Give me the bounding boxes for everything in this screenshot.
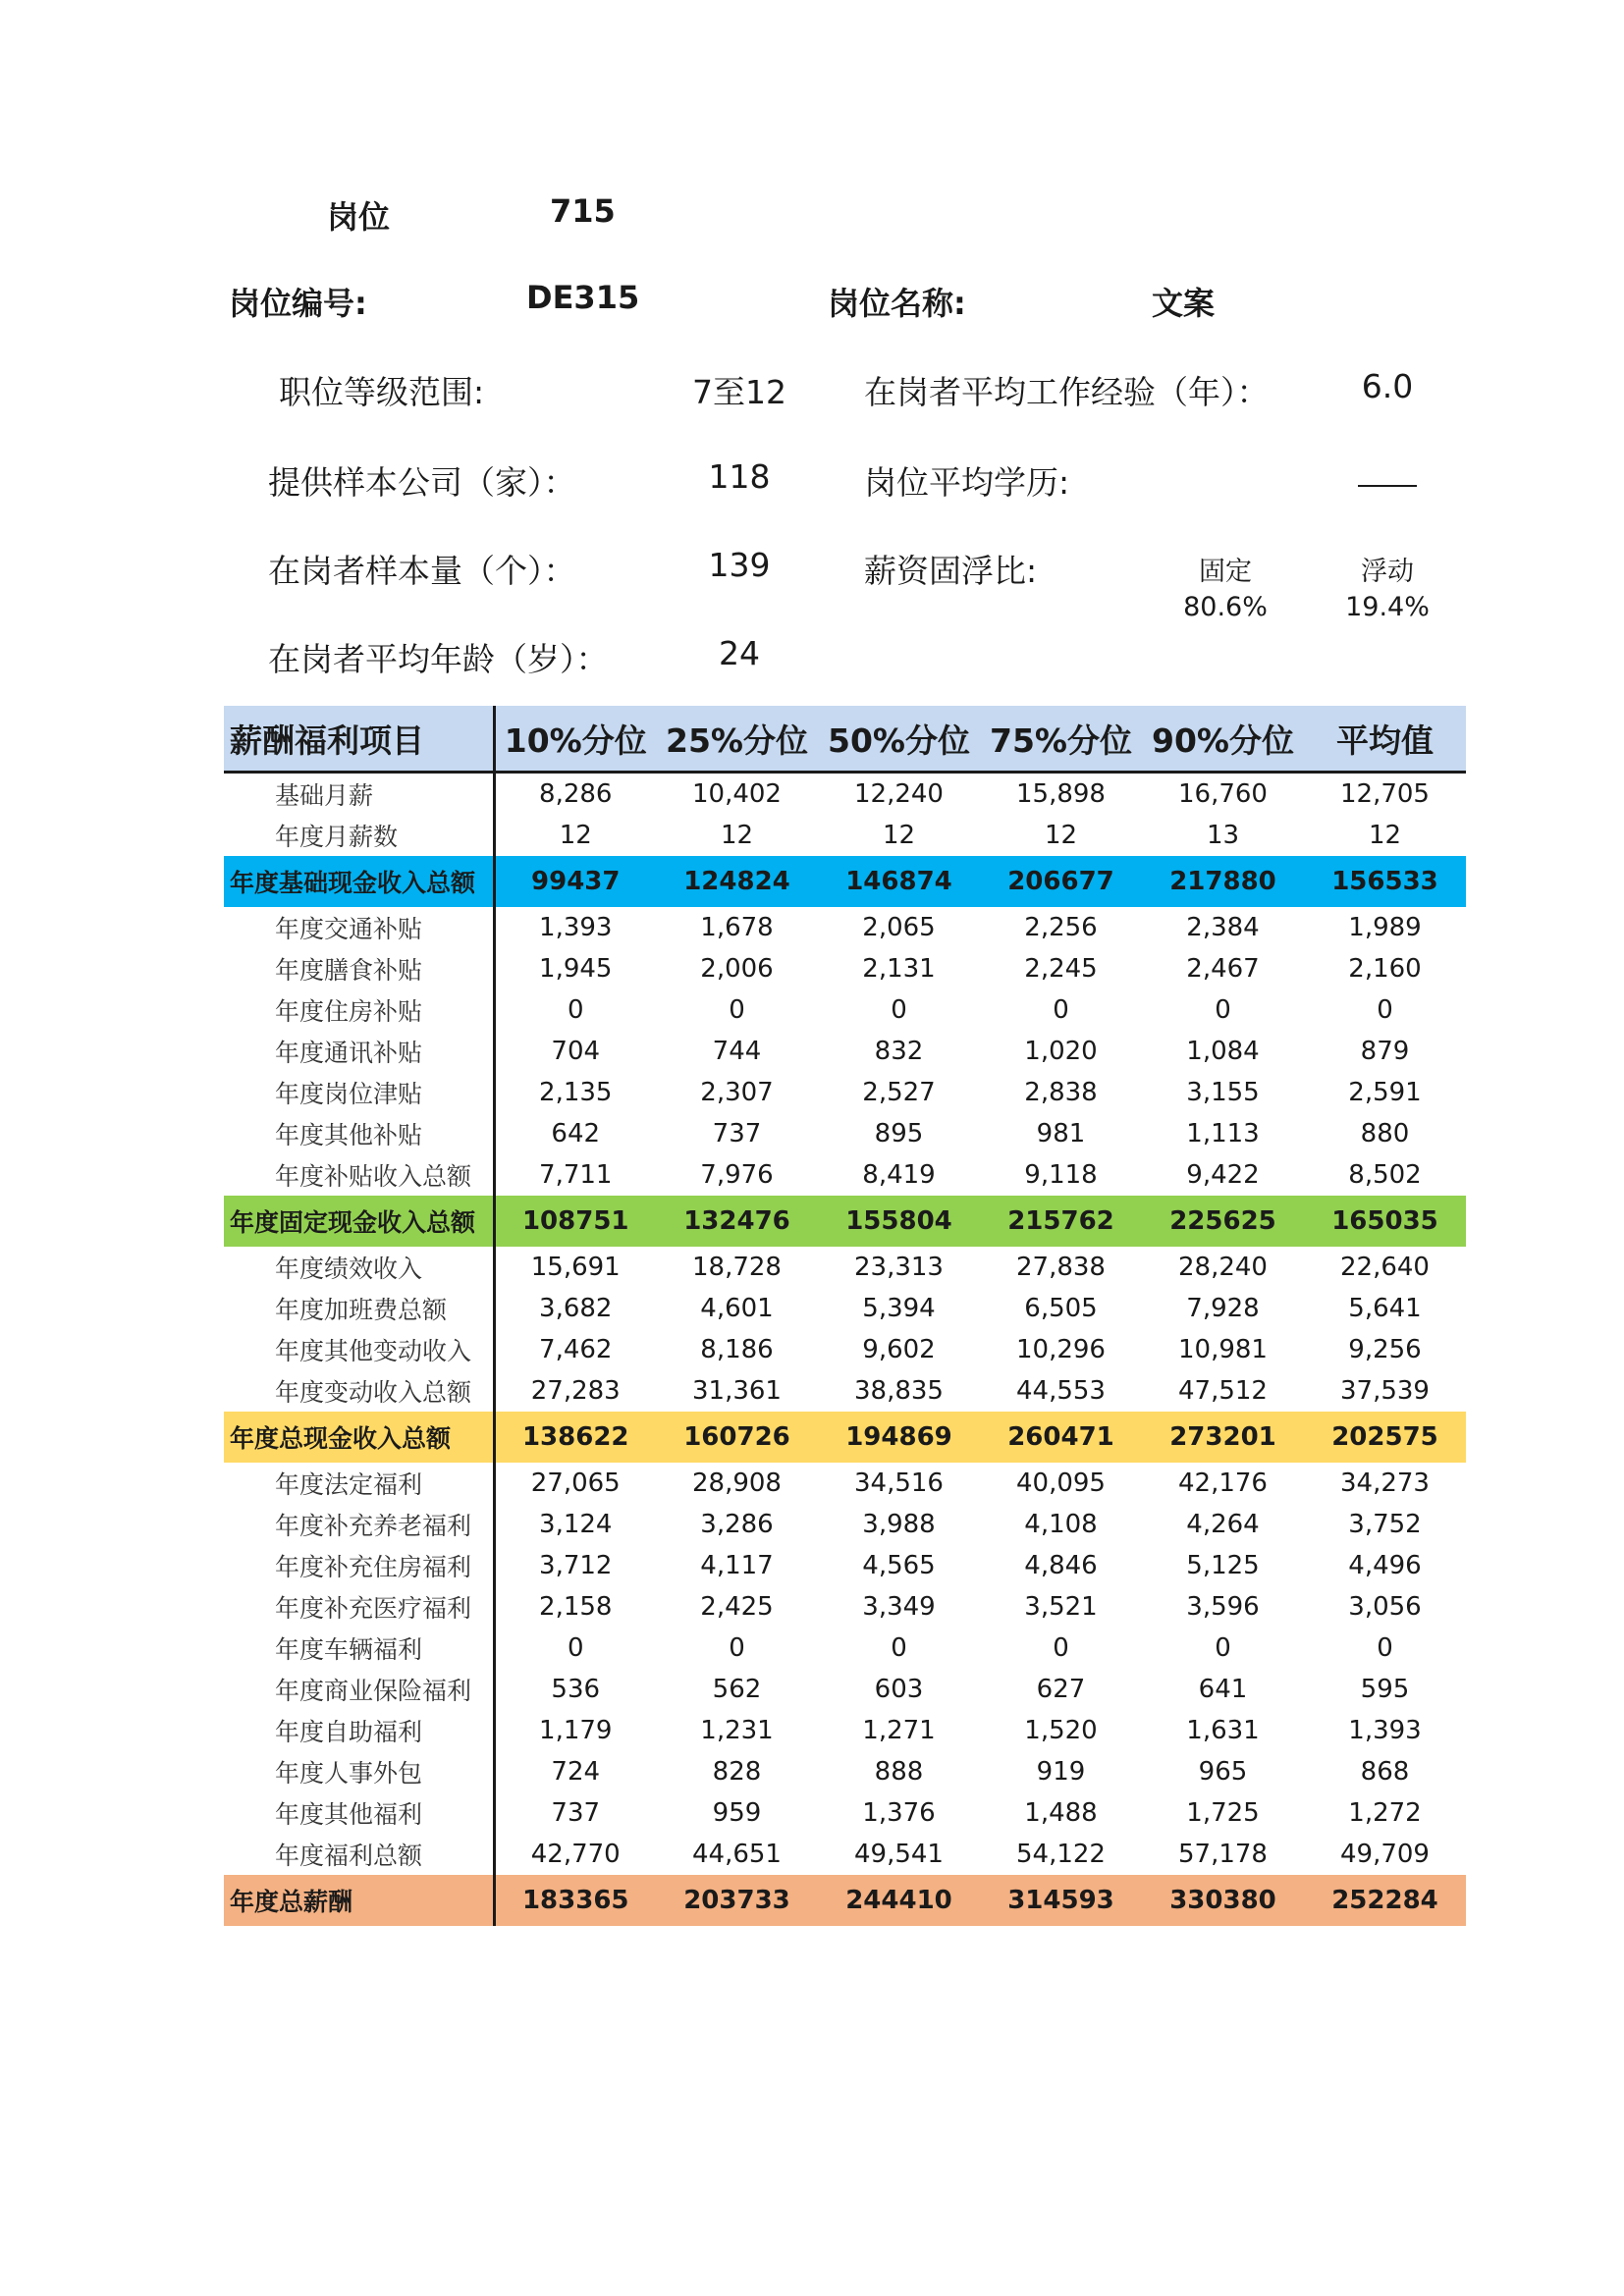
cell-value: 828 bbox=[712, 1757, 762, 1787]
cell-value: 15,691 bbox=[530, 1253, 621, 1282]
cell-value: 704 bbox=[551, 1037, 601, 1066]
average-age-label: 在岗者平均年龄（岁）： bbox=[268, 640, 609, 678]
row-label: 年度其他补贴 bbox=[224, 1113, 494, 1154]
column-header-p90: 90%分位 bbox=[1142, 706, 1304, 773]
cell-value: 2,135 bbox=[539, 1078, 613, 1107]
average-age-value: 24 bbox=[719, 634, 760, 672]
table-body bbox=[224, 773, 1466, 1927]
cell-value: 12 bbox=[882, 821, 916, 850]
sample-companies-value: 118 bbox=[708, 457, 771, 496]
cell-value: 49,709 bbox=[1340, 1840, 1430, 1869]
cell-value: 1,393 bbox=[539, 913, 613, 942]
row-label: 年度膳食补贴 bbox=[224, 948, 494, 989]
education-dash bbox=[1358, 475, 1417, 494]
cell-value: 12 bbox=[1368, 821, 1402, 850]
cell-value: 2,384 bbox=[1186, 913, 1260, 942]
cell-value: 15,898 bbox=[1016, 779, 1106, 809]
cell-value: 0 bbox=[891, 995, 907, 1025]
experience-label: 在岗者平均工作经验（年）： bbox=[864, 373, 1270, 411]
row-label: 年度住房补贴 bbox=[224, 989, 494, 1031]
cell-value: 2,307 bbox=[700, 1078, 774, 1107]
cell-value: 4,496 bbox=[1348, 1551, 1422, 1580]
position-code-value: DE315 bbox=[526, 279, 640, 316]
cell-value: 2,160 bbox=[1348, 954, 1422, 984]
fixed-label: 固定 bbox=[1199, 557, 1252, 587]
cell-value: 13 bbox=[1206, 821, 1240, 850]
cell-value: 4,601 bbox=[700, 1294, 774, 1323]
cell-value: 22,640 bbox=[1340, 1253, 1430, 1282]
cell-value: 4,117 bbox=[700, 1551, 774, 1580]
cell-value: 2,425 bbox=[700, 1592, 774, 1622]
cell-value: 895 bbox=[874, 1119, 924, 1148]
cell-value: 603 bbox=[874, 1675, 924, 1704]
cell-value: 2,006 bbox=[700, 954, 774, 984]
row-label: 年度自助福利 bbox=[224, 1710, 494, 1751]
cell-value: 183365 bbox=[521, 1886, 629, 1915]
float-value: 19.4% bbox=[1345, 592, 1430, 622]
experience-value: 6.0 bbox=[1361, 367, 1414, 405]
grade-range-label: 职位等级范围: bbox=[279, 373, 485, 411]
float-label: 浮动 bbox=[1361, 557, 1414, 587]
cell-value: 2,527 bbox=[862, 1078, 936, 1107]
cell-value: 54,122 bbox=[1016, 1840, 1106, 1869]
cell-value: 965 bbox=[1198, 1757, 1248, 1787]
cell-value: 0 bbox=[729, 995, 745, 1025]
cell-value: 3,521 bbox=[1024, 1592, 1098, 1622]
cell-value: 9,256 bbox=[1348, 1335, 1422, 1364]
cell-value: 3,682 bbox=[539, 1294, 613, 1323]
cell-value: 155804 bbox=[845, 1206, 952, 1236]
cell-value: 108751 bbox=[521, 1206, 629, 1236]
row-label: 基础月薪 bbox=[224, 773, 494, 816]
cell-value: 42,176 bbox=[1178, 1468, 1268, 1498]
cell-value: 3,124 bbox=[539, 1510, 613, 1539]
cell-value: 0 bbox=[1377, 995, 1393, 1025]
row-label: 年度基础现金收入总额 bbox=[224, 856, 494, 907]
table-row bbox=[224, 815, 1466, 856]
cell-value: 44,651 bbox=[692, 1840, 782, 1869]
cell-value: 0 bbox=[567, 995, 584, 1025]
cell-value: 3,988 bbox=[862, 1510, 936, 1539]
cell-value: 3,752 bbox=[1348, 1510, 1422, 1539]
cell-value: 744 bbox=[712, 1037, 762, 1066]
table-row bbox=[224, 1113, 1466, 1154]
cell-value: 34,516 bbox=[854, 1468, 944, 1498]
cell-value: 16,760 bbox=[1178, 779, 1268, 809]
table-row bbox=[224, 1072, 1466, 1113]
cell-value: 42,770 bbox=[530, 1840, 621, 1869]
cell-value: 10,981 bbox=[1178, 1335, 1268, 1364]
table-row bbox=[224, 907, 1466, 948]
row-label: 年度其他福利 bbox=[224, 1792, 494, 1834]
cell-value: 7,711 bbox=[539, 1160, 613, 1190]
cell-value: 132476 bbox=[683, 1206, 790, 1236]
sample-size-label: 在岗者样本量（个）： bbox=[268, 552, 576, 590]
cell-value: 1,376 bbox=[862, 1798, 936, 1828]
cell-value: 1,179 bbox=[539, 1716, 613, 1745]
cell-value: 202575 bbox=[1331, 1422, 1438, 1452]
cell-value: 244410 bbox=[845, 1886, 952, 1915]
cell-value: 880 bbox=[1360, 1119, 1410, 1148]
cell-value: 8,419 bbox=[862, 1160, 936, 1190]
pay-ratio-label: 薪资固浮比: bbox=[864, 552, 1038, 590]
cell-value: 12 bbox=[1044, 821, 1078, 850]
cell-value: 7,928 bbox=[1186, 1294, 1260, 1323]
row-label: 年度补充医疗福利 bbox=[224, 1586, 494, 1628]
position-code-label: 岗位编号: bbox=[229, 285, 367, 322]
cell-value: 8,286 bbox=[539, 779, 613, 809]
cell-value: 57,178 bbox=[1178, 1840, 1268, 1869]
cell-value: 2,838 bbox=[1024, 1078, 1098, 1107]
position-name-value: 文案 bbox=[1152, 285, 1216, 322]
column-header-p10: 10%分位 bbox=[494, 706, 656, 773]
cell-value: 0 bbox=[891, 1633, 907, 1663]
cell-value: 4,108 bbox=[1024, 1510, 1098, 1539]
cell-value: 28,908 bbox=[692, 1468, 782, 1498]
table-row bbox=[224, 989, 1466, 1031]
cell-value: 3,712 bbox=[539, 1551, 613, 1580]
cell-value: 252284 bbox=[1331, 1886, 1438, 1915]
cell-value: 1,989 bbox=[1348, 913, 1422, 942]
cell-value: 0 bbox=[567, 1633, 584, 1663]
cell-value: 641 bbox=[1198, 1675, 1248, 1704]
cell-value: 0 bbox=[1053, 995, 1069, 1025]
row-label: 年度岗位津贴 bbox=[224, 1072, 494, 1113]
cell-value: 44,553 bbox=[1016, 1376, 1106, 1406]
cell-value: 879 bbox=[1360, 1037, 1410, 1066]
cell-value: 595 bbox=[1360, 1675, 1410, 1704]
sample-size-value: 139 bbox=[708, 546, 771, 584]
cell-value: 34,273 bbox=[1340, 1468, 1430, 1498]
cell-value: 40,095 bbox=[1016, 1468, 1106, 1498]
cell-value: 562 bbox=[712, 1675, 762, 1704]
cell-value: 6,505 bbox=[1024, 1294, 1098, 1323]
cell-value: 1,520 bbox=[1024, 1716, 1098, 1745]
cell-value: 1,272 bbox=[1348, 1798, 1422, 1828]
cell-value: 12 bbox=[720, 821, 754, 850]
cell-value: 5,125 bbox=[1186, 1551, 1260, 1580]
cell-value: 3,155 bbox=[1186, 1078, 1260, 1107]
table-row bbox=[224, 1710, 1466, 1751]
table-summary-row bbox=[224, 1875, 1466, 1926]
cell-value: 49,541 bbox=[854, 1840, 944, 1869]
cell-value: 8,502 bbox=[1348, 1160, 1422, 1190]
cell-value: 627 bbox=[1036, 1675, 1086, 1704]
cell-value: 217880 bbox=[1169, 867, 1276, 896]
table-header-row bbox=[224, 706, 1466, 773]
compensation-table bbox=[224, 706, 1466, 1926]
cell-value: 0 bbox=[1215, 1633, 1231, 1663]
cell-value: 1,084 bbox=[1186, 1037, 1260, 1066]
cell-value: 330380 bbox=[1169, 1886, 1276, 1915]
cell-value: 1,271 bbox=[862, 1716, 936, 1745]
cell-value: 3,056 bbox=[1348, 1592, 1422, 1622]
cell-value: 18,728 bbox=[692, 1253, 782, 1282]
cell-value: 31,361 bbox=[692, 1376, 782, 1406]
cell-value: 138622 bbox=[521, 1422, 629, 1452]
cell-value: 0 bbox=[729, 1633, 745, 1663]
cell-value: 868 bbox=[1360, 1757, 1410, 1787]
grade-range-value: 7至12 bbox=[692, 373, 786, 411]
table-row bbox=[224, 1031, 1466, 1072]
cell-value: 0 bbox=[1377, 1633, 1393, 1663]
table-row bbox=[224, 1463, 1466, 1504]
column-header-p50: 50%分位 bbox=[818, 706, 980, 773]
cell-value: 273201 bbox=[1169, 1422, 1276, 1452]
table-row bbox=[224, 773, 1466, 816]
table-row bbox=[224, 1504, 1466, 1545]
cell-value: 2,245 bbox=[1024, 954, 1098, 984]
cell-value: 3,286 bbox=[700, 1510, 774, 1539]
cell-value: 203733 bbox=[683, 1886, 790, 1915]
cell-value: 1,631 bbox=[1186, 1716, 1260, 1745]
cell-value: 194869 bbox=[845, 1422, 952, 1452]
table-row bbox=[224, 1154, 1466, 1196]
column-header-average: 平均值 bbox=[1304, 706, 1466, 773]
cell-value: 27,065 bbox=[530, 1468, 621, 1498]
cell-value: 919 bbox=[1036, 1757, 1086, 1787]
cell-value: 1,488 bbox=[1024, 1798, 1098, 1828]
cell-value: 215762 bbox=[1007, 1206, 1114, 1236]
row-label: 年度人事外包 bbox=[224, 1751, 494, 1792]
column-header-p25: 25%分位 bbox=[656, 706, 818, 773]
table-row bbox=[224, 1586, 1466, 1628]
cell-value: 38,835 bbox=[854, 1376, 944, 1406]
cell-value: 1,020 bbox=[1024, 1037, 1098, 1066]
cell-value: 47,512 bbox=[1178, 1376, 1268, 1406]
row-label: 年度法定福利 bbox=[224, 1463, 494, 1504]
row-label: 年度绩效收入 bbox=[224, 1247, 494, 1288]
cell-value: 9,602 bbox=[862, 1335, 936, 1364]
cell-value: 2,158 bbox=[539, 1592, 613, 1622]
row-label: 年度补贴收入总额 bbox=[224, 1154, 494, 1196]
column-header-item: 薪酬福利项目 bbox=[224, 706, 494, 773]
cell-value: 4,565 bbox=[862, 1551, 936, 1580]
sample-companies-label: 提供样本公司（家）： bbox=[268, 463, 576, 502]
cell-value: 10,402 bbox=[692, 779, 782, 809]
cell-value: 146874 bbox=[845, 867, 952, 896]
cell-value: 2,467 bbox=[1186, 954, 1260, 984]
row-label: 年度补充养老福利 bbox=[224, 1504, 494, 1545]
cell-value: 260471 bbox=[1007, 1422, 1114, 1452]
row-label: 年度商业保险福利 bbox=[224, 1669, 494, 1710]
cell-value: 642 bbox=[551, 1119, 601, 1148]
table-row bbox=[224, 1288, 1466, 1329]
table-row bbox=[224, 1669, 1466, 1710]
row-label: 年度其他变动收入 bbox=[224, 1329, 494, 1370]
cell-value: 2,256 bbox=[1024, 913, 1098, 942]
cell-value: 832 bbox=[874, 1037, 924, 1066]
cell-value: 724 bbox=[551, 1757, 601, 1787]
cell-value: 4,846 bbox=[1024, 1551, 1098, 1580]
cell-value: 165035 bbox=[1331, 1206, 1438, 1236]
row-label: 年度月薪数 bbox=[224, 815, 494, 856]
cell-value: 3,349 bbox=[862, 1592, 936, 1622]
row-label: 年度总现金收入总额 bbox=[224, 1412, 494, 1463]
cell-value: 1,725 bbox=[1186, 1798, 1260, 1828]
row-label: 年度固定现金收入总额 bbox=[224, 1196, 494, 1247]
table-row bbox=[224, 1751, 1466, 1792]
cell-value: 314593 bbox=[1007, 1886, 1114, 1915]
table-row bbox=[224, 948, 1466, 989]
row-label: 年度补充住房福利 bbox=[224, 1545, 494, 1586]
table-row bbox=[224, 1545, 1466, 1586]
cell-value: 12,705 bbox=[1340, 779, 1430, 809]
position-label: 岗位 bbox=[327, 198, 391, 236]
cell-value: 2,591 bbox=[1348, 1078, 1422, 1107]
fixed-value: 80.6% bbox=[1183, 592, 1268, 622]
cell-value: 1,393 bbox=[1348, 1716, 1422, 1745]
cell-value: 124824 bbox=[683, 867, 790, 896]
cell-value: 959 bbox=[712, 1798, 762, 1828]
table-row bbox=[224, 1628, 1466, 1669]
cell-value: 10,296 bbox=[1016, 1335, 1106, 1364]
cell-value: 1,678 bbox=[700, 913, 774, 942]
cell-value: 8,186 bbox=[700, 1335, 774, 1364]
cell-value: 888 bbox=[874, 1757, 924, 1787]
cell-value: 225625 bbox=[1169, 1206, 1276, 1236]
cell-value: 23,313 bbox=[854, 1253, 944, 1282]
table-row bbox=[224, 1329, 1466, 1370]
cell-value: 5,394 bbox=[862, 1294, 936, 1323]
cell-value: 28,240 bbox=[1178, 1253, 1268, 1282]
row-label: 年度车辆福利 bbox=[224, 1628, 494, 1669]
position-value: 715 bbox=[550, 192, 616, 230]
table-summary-row bbox=[224, 1196, 1466, 1247]
cell-value: 37,539 bbox=[1340, 1376, 1430, 1406]
cell-value: 99437 bbox=[531, 867, 621, 896]
table-summary-row bbox=[224, 856, 1466, 907]
cell-value: 160726 bbox=[683, 1422, 790, 1452]
row-label: 年度变动收入总额 bbox=[224, 1370, 494, 1412]
cell-value: 0 bbox=[1053, 1633, 1069, 1663]
cell-value: 2,065 bbox=[862, 913, 936, 942]
cell-value: 9,118 bbox=[1024, 1160, 1098, 1190]
education-label: 岗位平均学历: bbox=[864, 463, 1070, 502]
cell-value: 12,240 bbox=[854, 779, 944, 809]
cell-value: 7,462 bbox=[539, 1335, 613, 1364]
table-row bbox=[224, 1792, 1466, 1834]
cell-value: 4,264 bbox=[1186, 1510, 1260, 1539]
cell-value: 1,945 bbox=[539, 954, 613, 984]
table-row bbox=[224, 1370, 1466, 1412]
row-label: 年度福利总额 bbox=[224, 1834, 494, 1875]
cell-value: 737 bbox=[551, 1798, 601, 1828]
table-row bbox=[224, 1247, 1466, 1288]
row-label: 年度交通补贴 bbox=[224, 907, 494, 948]
column-header-p75: 75%分位 bbox=[980, 706, 1142, 773]
cell-value: 156533 bbox=[1331, 867, 1438, 896]
cell-value: 1,231 bbox=[700, 1716, 774, 1745]
row-label: 年度加班费总额 bbox=[224, 1288, 494, 1329]
cell-value: 9,422 bbox=[1186, 1160, 1260, 1190]
cell-value: 27,838 bbox=[1016, 1253, 1106, 1282]
table-summary-row bbox=[224, 1412, 1466, 1463]
cell-value: 5,641 bbox=[1348, 1294, 1422, 1323]
cell-value: 27,283 bbox=[530, 1376, 621, 1406]
cell-value: 0 bbox=[1215, 995, 1231, 1025]
cell-value: 536 bbox=[551, 1675, 601, 1704]
cell-value: 12 bbox=[559, 821, 592, 850]
cell-value: 2,131 bbox=[862, 954, 936, 984]
table-row bbox=[224, 1834, 1466, 1875]
cell-value: 206677 bbox=[1007, 867, 1114, 896]
cell-value: 737 bbox=[712, 1119, 762, 1148]
cell-value: 7,976 bbox=[700, 1160, 774, 1190]
cell-value: 981 bbox=[1036, 1119, 1086, 1148]
position-name-label: 岗位名称: bbox=[828, 285, 966, 322]
row-label: 年度通讯补贴 bbox=[224, 1031, 494, 1072]
cell-value: 1,113 bbox=[1186, 1119, 1260, 1148]
row-label: 年度总薪酬 bbox=[224, 1875, 494, 1926]
cell-value: 3,596 bbox=[1186, 1592, 1260, 1622]
